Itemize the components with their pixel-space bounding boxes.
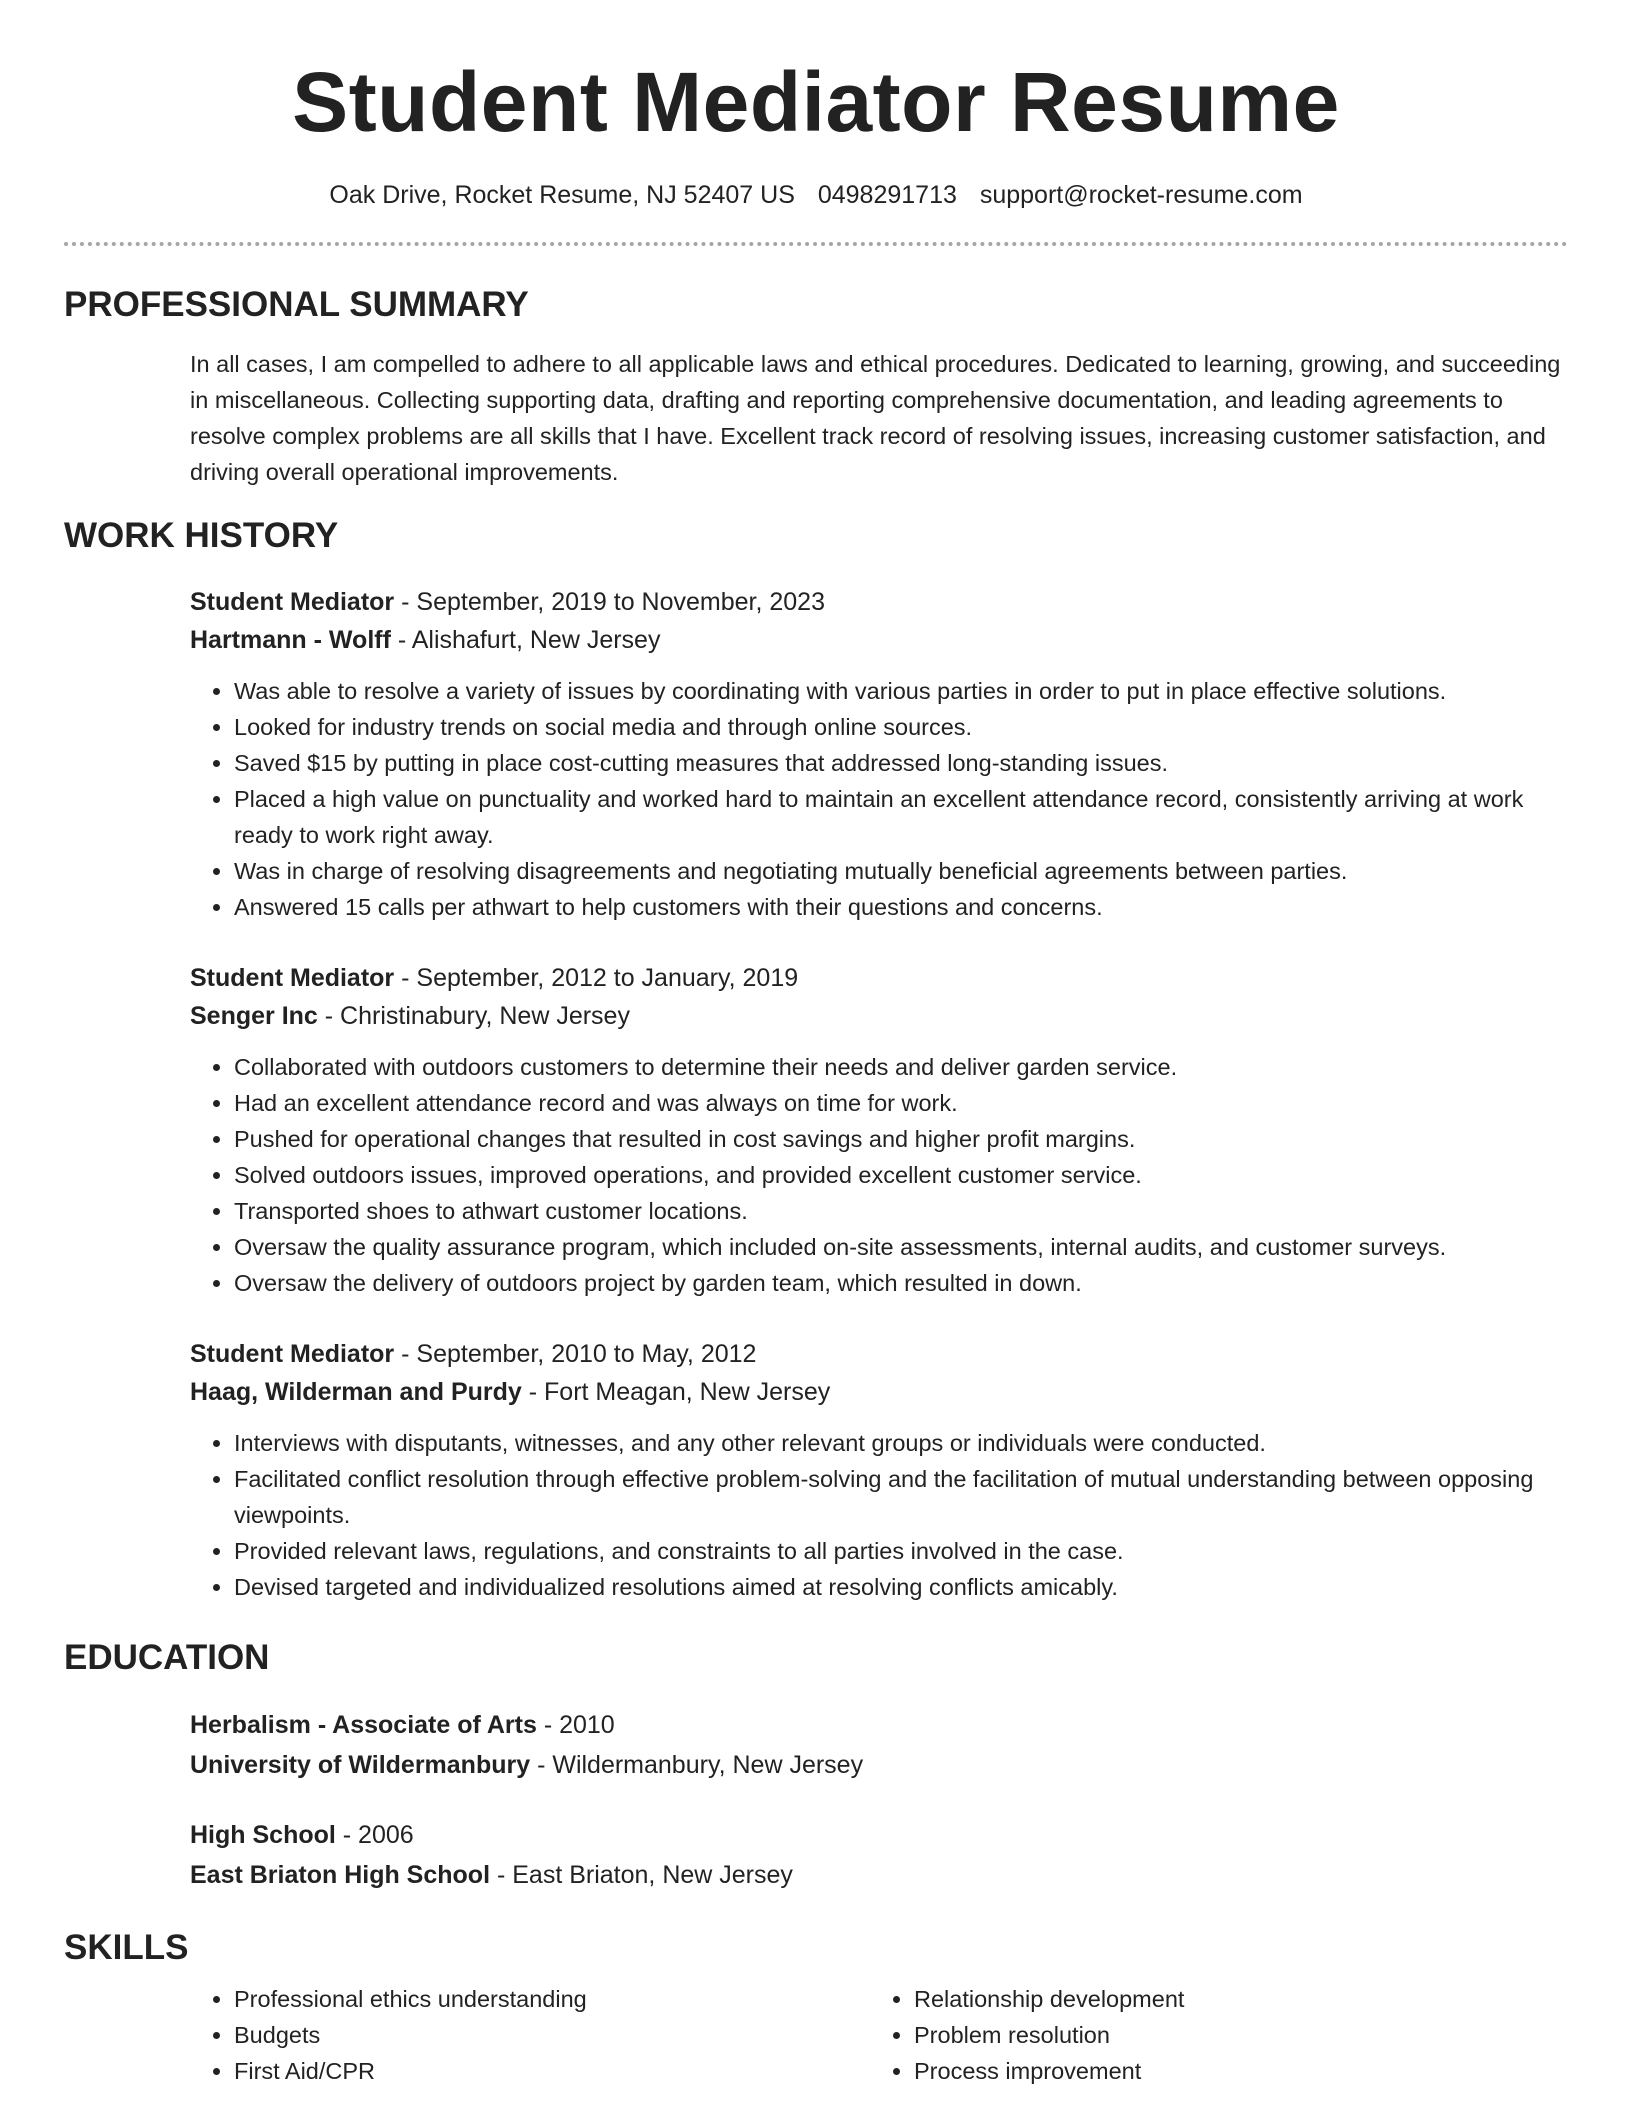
section-heading-work-history: WORK HISTORY	[64, 516, 339, 555]
education-location: - Wildermanbury, New Jersey	[530, 1751, 864, 1779]
skill-item: • Professional ethics understanding	[234, 1981, 870, 2017]
job-company-line	[190, 997, 1568, 1035]
job-location: - Christinabury, New Jersey	[317, 1002, 630, 1030]
job-bullets	[190, 1425, 1568, 1605]
job-dates: - September, 2012 to January, 2019	[394, 964, 799, 992]
education-year: - 2006	[335, 1821, 414, 1849]
education-year: - 2010	[536, 1711, 615, 1739]
job-bullet: • Saved $15 by putting in place cost-cutting measures that addressed long-standing issues.	[234, 745, 1568, 781]
job-title-line	[190, 1335, 1568, 1373]
job-bullet: • Pushed for operational changes that resulted in cost savings and higher profit margins.	[234, 1121, 1568, 1157]
job-bullet: • Was in charge of resolving disagreements and negotiating mutually beneficial agreements between parties.	[234, 853, 1568, 889]
job-bullet: • Looked for industry trends on social media and through online sources.	[234, 709, 1568, 745]
job-company: Senger Inc	[190, 1002, 318, 1030]
skills-column-right	[870, 1981, 1550, 2089]
job-dates: - September, 2010 to May, 2012	[394, 1340, 757, 1368]
job-bullet: • Provided relevant laws, regulations, and constraints to all parties involved in the case.	[234, 1533, 1568, 1569]
job-bullet: • Devised targeted and individualized resolutions aimed at resolving conflicts amicably.	[234, 1569, 1568, 1605]
education-degree: Herbalism - Associate of Arts	[190, 1711, 537, 1739]
education-location: - East Briaton, New Jersey	[490, 1861, 793, 1889]
skill-item: • Process improvement	[914, 2053, 1550, 2089]
resume-title: Student Mediator Resume	[292, 55, 1340, 149]
job-bullet: • Oversaw the quality assurance program, which included on-site assessments, internal audits, and customer surveys.	[234, 1229, 1568, 1265]
job-location: - Alishafurt, New Jersey	[390, 626, 661, 654]
section-heading-summary: PROFESSIONAL SUMMARY	[64, 285, 529, 324]
education-entry	[190, 1705, 1568, 1785]
contact-line	[64, 178, 1568, 212]
job-bullet: • Oversaw the delivery of outdoors project by garden team, which resulted in down.	[234, 1265, 1568, 1301]
job-entry	[190, 1335, 1568, 1605]
section-heading-skills: SKILLS	[64, 1928, 189, 1967]
job-title-line	[190, 583, 1568, 621]
job-bullet: • Interviews with disputants, witnesses, and any other relevant groups or individuals were conducted.	[234, 1425, 1568, 1461]
job-entry	[190, 959, 1568, 1301]
education-school-line	[190, 1855, 1568, 1895]
education-school-line	[190, 1745, 1568, 1785]
job-entry	[190, 583, 1568, 925]
job-company-line	[190, 621, 1568, 659]
job-bullet: • Had an excellent attendance record and was always on time for work.	[234, 1085, 1568, 1121]
job-company-line	[190, 1373, 1568, 1411]
contact-phone: 0498291713	[817, 181, 957, 209]
contact-address: Oak Drive, Rocket Resume, NJ 52407 US	[329, 181, 795, 209]
skill-item: • Problem resolution	[914, 2017, 1550, 2053]
job-company: Hartmann - Wolff	[190, 626, 391, 654]
job-bullet: • Facilitated conflict resolution through effective problem-solving and the facilitation of mutual understanding between opposing viewpoints.	[234, 1461, 1568, 1533]
job-title-line	[190, 959, 1568, 997]
summary-text: In all cases, I am compelled to adhere to all applicable laws and ethical procedures. Dedicated to learning, growing, and succeeding in miscellaneous. Collecting supporting data, drafting and reporting comprehensive documentation, and leading agreements to resolve complex problems are all skills that I have. Excellent track record of resolving issues, increasing customer satisfaction, and driving overall operational improvements.	[190, 351, 1561, 485]
education-degree-line	[190, 1705, 1568, 1745]
job-bullets	[190, 1049, 1568, 1301]
job-title: Student Mediator	[190, 1340, 395, 1368]
header-divider	[64, 242, 1568, 246]
job-bullet: • Answered 15 calls per athwart to help customers with their questions and concerns.	[234, 889, 1568, 925]
skill-item: • First Aid/CPR	[234, 2053, 870, 2089]
job-title: Student Mediator	[190, 588, 395, 616]
job-location: - Fort Meagan, New Jersey	[521, 1378, 831, 1406]
contact-email[interactable]: support@rocket-resume.com	[979, 181, 1303, 209]
resume-page	[64, 0, 1568, 2089]
education-school: East Briaton High School	[190, 1861, 491, 1889]
job-bullets	[190, 673, 1568, 925]
education-degree: High School	[190, 1821, 336, 1849]
job-bullet: • Collaborated with outdoors customers to determine their needs and deliver garden service.	[234, 1049, 1568, 1085]
job-title: Student Mediator	[190, 964, 395, 992]
job-company: Haag, Wilderman and Purdy	[190, 1378, 522, 1406]
job-bullet: • Was able to resolve a variety of issues by coordinating with various parties in order to put in place effective solutions.	[234, 673, 1568, 709]
education-degree-line	[190, 1815, 1568, 1855]
skills-column-left	[190, 1981, 870, 2089]
section-heading-education: EDUCATION	[64, 1638, 270, 1677]
job-dates: - September, 2019 to November, 2023	[394, 588, 825, 616]
job-bullet: • Solved outdoors issues, improved operations, and provided excellent customer service.	[234, 1157, 1568, 1193]
education-school: University of Wildermanbury	[190, 1751, 531, 1779]
skill-item: • Relationship development	[914, 1981, 1550, 2017]
skills-grid	[190, 1981, 1568, 2089]
job-bullet: • Placed a high value on punctuality and worked hard to maintain an excellent attendance record, consistently arriving at work ready to work right away.	[234, 781, 1568, 853]
job-bullet: • Transported shoes to athwart customer locations.	[234, 1193, 1568, 1229]
education-entry	[190, 1815, 1568, 1895]
skill-item: • Budgets	[234, 2017, 870, 2053]
